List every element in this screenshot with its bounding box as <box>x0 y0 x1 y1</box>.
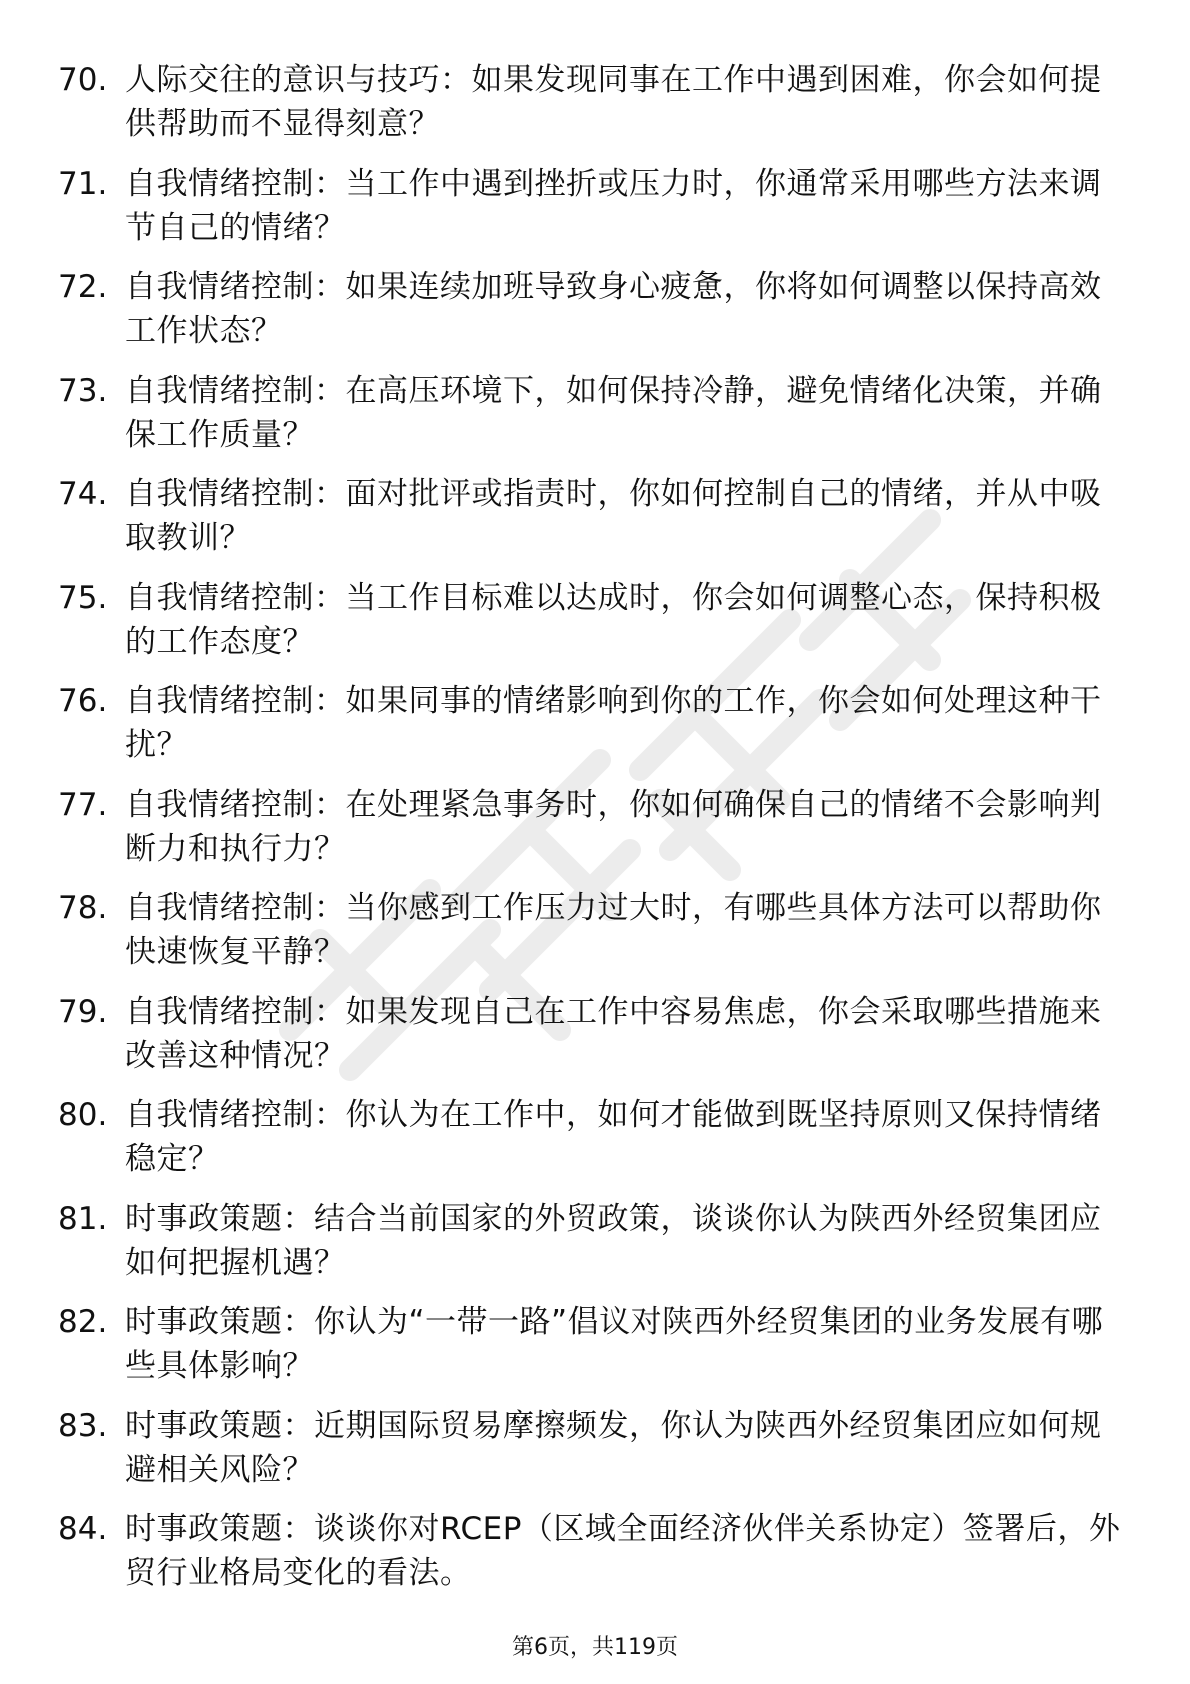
question-item <box>58 58 1128 162</box>
question-number: 73. <box>58 372 108 409</box>
question-item <box>58 1507 1128 1611</box>
question-text: 时事政策题：你认为“一带一路”倡议对陕西外经贸集团的业务发展有哪些具体影响？ <box>125 1304 1104 1384</box>
question-number: 76. <box>58 683 108 719</box>
question-item <box>58 472 1128 576</box>
question-text: 自我情绪控制：在处理紧急事务时，你如何确保自己的情绪不会影响判断力和执行力？ <box>125 786 1102 867</box>
question-item <box>58 1300 1128 1404</box>
question-text: 时事政策题：近期国际贸易摩擦频发，你认为陕西外经贸集团应如何规避相关风险？ <box>125 1407 1102 1488</box>
question-number: 79. <box>58 993 108 1030</box>
question-list <box>58 58 1128 1611</box>
question-text: 自我情绪控制：当工作中遇到挫折或压力时，你通常采用哪些方法来调节自己的情绪？ <box>125 165 1102 246</box>
question-text: 自我情绪控制：面对批评或指责时，你如何控制自己的情绪，并从中吸取教训？ <box>125 476 1102 556</box>
question-number: 82. <box>58 1304 108 1340</box>
question-item <box>58 679 1128 783</box>
question-number: 71. <box>58 165 108 202</box>
question-text: 自我情绪控制：如果发现自己在工作中容易焦虑，你会采取哪些措施来改善这种情况？ <box>125 993 1102 1074</box>
question-text: 自我情绪控制：你认为在工作中，如何才能做到既坚持原则又保持情绪稳定？ <box>125 1097 1102 1177</box>
question-number: 72. <box>58 269 108 305</box>
question-item <box>58 369 1128 473</box>
question-item <box>58 1093 1128 1197</box>
question-item <box>58 990 1128 1094</box>
question-item <box>58 783 1128 887</box>
question-item <box>58 162 1128 266</box>
question-text: 时事政策题：结合当前国家的外贸政策，谈谈你认为陕西外经贸集团应如何把握机遇？ <box>125 1200 1102 1281</box>
question-number: 74. <box>58 476 108 512</box>
question-item <box>58 576 1128 680</box>
question-number: 70. <box>58 62 108 98</box>
question-text: 人际交往的意识与技巧：如果发现同事在工作中遇到困难，你会如何提供帮助而不显得刻意？ <box>125 62 1102 142</box>
question-item <box>58 886 1128 990</box>
question-text: 自我情绪控制：如果同事的情绪影响到你的工作，你会如何处理这种干扰？ <box>125 683 1102 763</box>
question-number: 78. <box>58 890 108 926</box>
question-text: 自我情绪控制：在高压环境下，如何保持冷静，避免情绪化决策，并确保工作质量？ <box>125 372 1102 453</box>
question-number: 81. <box>58 1200 108 1237</box>
question-item <box>58 265 1128 369</box>
question-text: 时事政策题：谈谈你对RCEP（区域全面经济伙伴关系协定）签署后，外贸行业格局变化的看法。 <box>125 1511 1121 1591</box>
question-number: 83. <box>58 1407 108 1444</box>
question-text: 自我情绪控制：当你感到工作压力过大时，有哪些具体方法可以帮助你快速恢复平静？ <box>125 890 1102 970</box>
question-item <box>58 1404 1128 1508</box>
page-footer: 第6页，共119页 <box>512 1635 678 1660</box>
question-text: 自我情绪控制：如果连续加班导致身心疲惫，你将如何调整以保持高效工作状态？ <box>125 269 1102 349</box>
question-number: 75. <box>58 579 108 616</box>
question-number: 80. <box>58 1097 108 1133</box>
question-item <box>58 1197 1128 1301</box>
question-number: 84. <box>58 1511 108 1547</box>
question-text: 自我情绪控制：当工作目标难以达成时，你会如何调整心态，保持积极的工作态度？ <box>125 579 1102 660</box>
question-number: 77. <box>58 786 108 823</box>
